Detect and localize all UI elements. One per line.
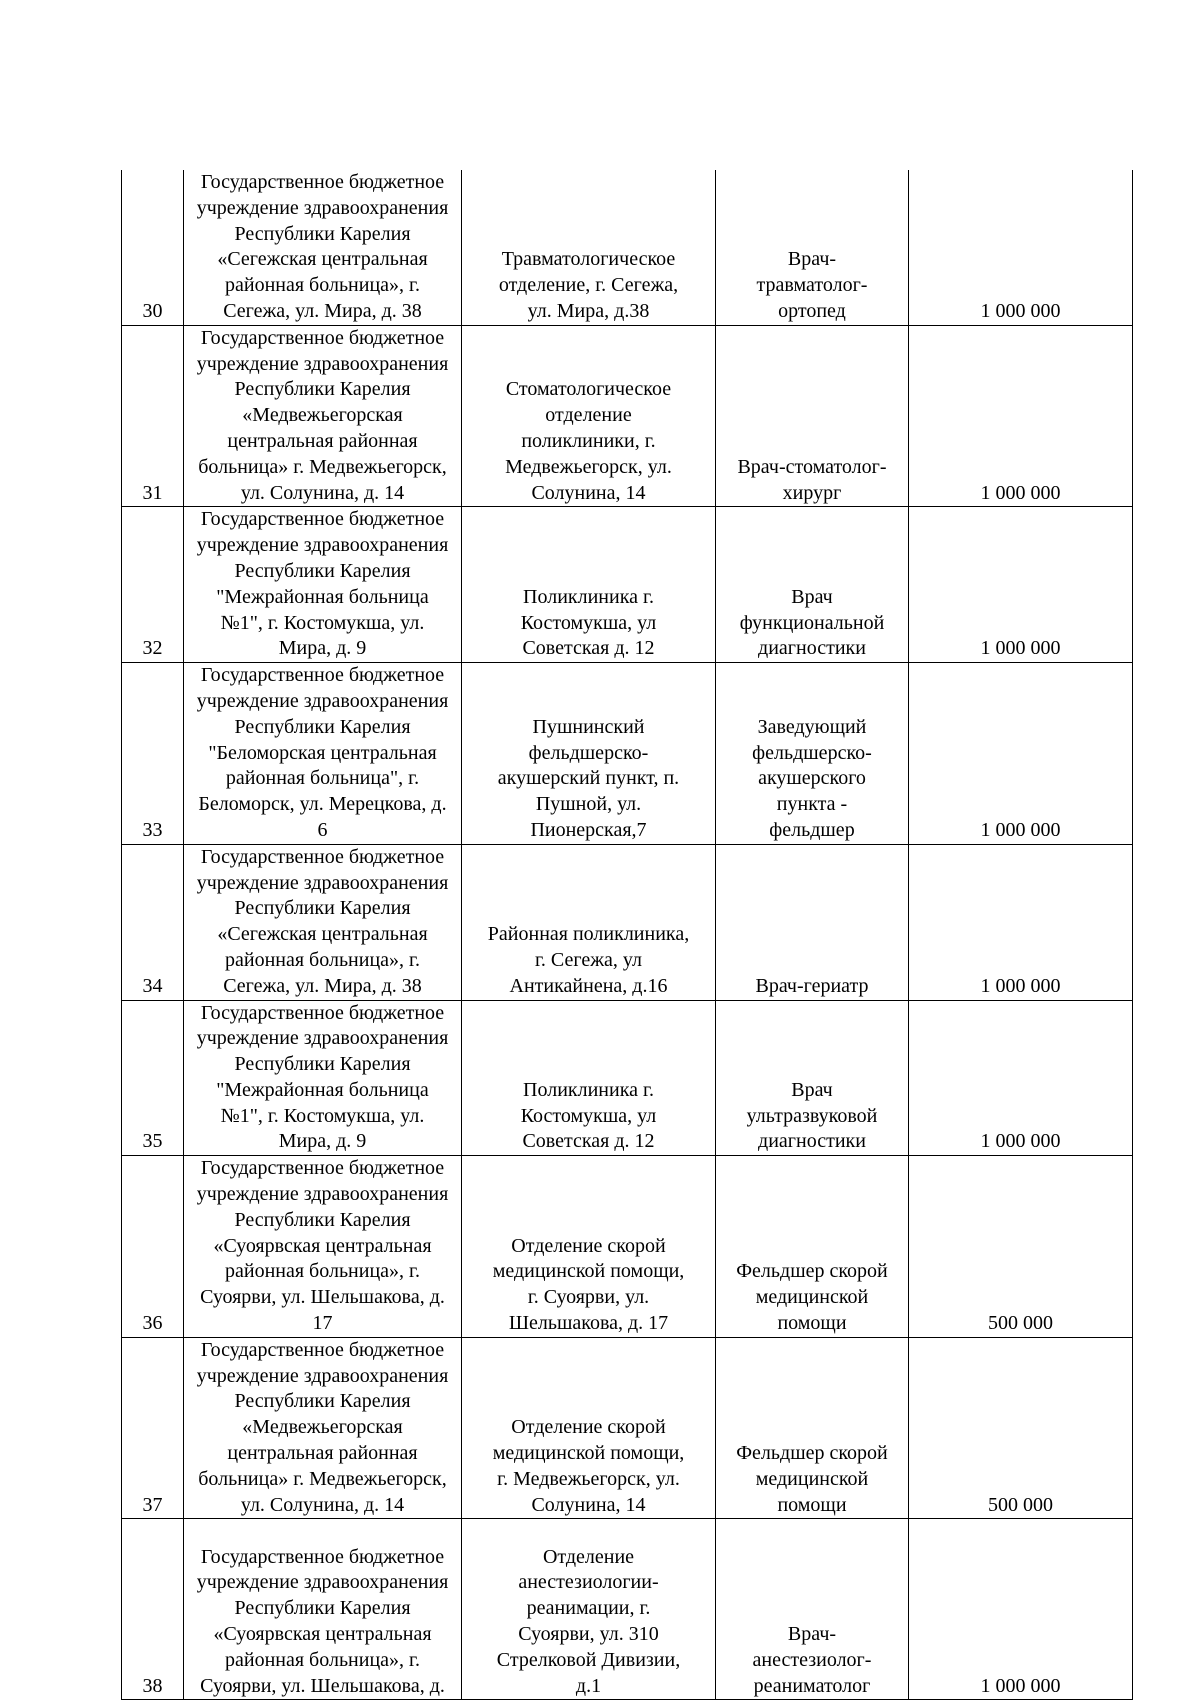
- row-number-cell: [122, 1337, 184, 1519]
- organization-line: №1", г. Костомукша, ул.: [220, 1104, 425, 1127]
- department-line: отделение, г. Сегежа,: [498, 274, 679, 297]
- department-line: фельдшерско-: [528, 741, 649, 764]
- position-line: помощи: [777, 1493, 847, 1516]
- row-number-cell: [122, 1000, 184, 1156]
- department-line: анестезиологии-: [518, 1571, 659, 1594]
- department-cell: [462, 1519, 716, 1700]
- department-cell: [462, 507, 716, 663]
- row-number: 31: [142, 481, 163, 504]
- position-line: ультразвуковой: [746, 1104, 878, 1127]
- row-number-cell: [122, 170, 184, 325]
- table-row: [122, 1156, 1133, 1338]
- table-row: [122, 325, 1133, 507]
- position-line: Врач-: [787, 248, 837, 271]
- position-line: медицинской: [755, 1286, 869, 1309]
- amount-cell: [909, 1337, 1133, 1519]
- organization-cell: [184, 1000, 462, 1156]
- amount-cell: [909, 1000, 1133, 1156]
- organization-line: «Медвежьегорская: [242, 404, 403, 427]
- department-line: Отделение скорой: [511, 1416, 666, 1439]
- department-cell: [462, 1156, 716, 1338]
- position-line: хирург: [782, 481, 842, 504]
- organization-line: Республики Карелия: [234, 715, 411, 738]
- position-line: Врач-: [787, 1623, 837, 1646]
- vacancy-table: [121, 170, 1133, 1700]
- department-line: Костомукша, ул: [520, 1104, 657, 1127]
- organization-line: Государственное бюджетное: [200, 1545, 445, 1568]
- amount-value: 1 000 000: [980, 1130, 1061, 1153]
- table-row: [122, 1337, 1133, 1519]
- row-number-cell: [122, 325, 184, 507]
- organization-line: Государственное бюджетное: [200, 664, 445, 687]
- position-cell: [716, 1519, 909, 1700]
- row-number: 34: [142, 974, 163, 997]
- department-line: г. Сегежа, ул: [534, 948, 643, 971]
- row-number: 37: [142, 1493, 163, 1516]
- organization-line: Мира, д. 9: [278, 637, 367, 660]
- table-body: [122, 170, 1133, 1700]
- organization-line: "Межрайонная больница: [216, 1078, 429, 1101]
- department-line: реанимации, г.: [526, 1597, 651, 1620]
- position-cell: [716, 1156, 909, 1338]
- amount-value: 1 000 000: [980, 299, 1061, 322]
- row-number-cell: [122, 663, 184, 845]
- organization-line: ул. Солунина, д. 14: [240, 481, 405, 504]
- position-line: Врач-гериатр: [755, 974, 869, 997]
- position-line: Врач: [791, 585, 833, 608]
- table-row: [122, 1000, 1133, 1156]
- department-line: Советская д. 12: [522, 637, 655, 660]
- organization-line: ул. Солунина, д. 14: [240, 1493, 405, 1516]
- department-line: г. Суоярви, ул.: [527, 1286, 650, 1309]
- position-line: диагностики: [758, 1130, 866, 1153]
- department-line: медицинской помощи,: [492, 1442, 685, 1465]
- organization-line: Республики Карелия: [234, 222, 411, 245]
- organization-line: Государственное бюджетное: [200, 1338, 445, 1361]
- table-row: [122, 170, 1133, 325]
- department-line: д.1: [575, 1674, 602, 1697]
- table-row: [122, 507, 1133, 663]
- department-line: г. Медвежьегорск, ул.: [497, 1467, 680, 1490]
- organization-line: центральная районная: [227, 1442, 418, 1465]
- position-line: анестезиолог-: [752, 1648, 872, 1671]
- department-line: отделение: [545, 404, 632, 427]
- position-line: реаниматолог: [753, 1674, 871, 1697]
- organization-line: Суоярви, ул. Шельшакова, д.: [200, 1674, 445, 1697]
- organization-line: районная больница», г.: [224, 948, 420, 971]
- position-cell: [716, 1000, 909, 1156]
- department-cell: [462, 170, 716, 325]
- amount-value: 1 000 000: [980, 818, 1061, 841]
- organization-line: районная больница", г.: [225, 767, 420, 790]
- organization-line: «Суоярвская центральная: [213, 1623, 432, 1646]
- department-line: Травматологическое: [501, 248, 676, 271]
- organization-line: "Беломорская центральная: [208, 741, 437, 764]
- organization-line: больница» г. Медвежьегорск,: [198, 455, 447, 478]
- organization-line: Государственное бюджетное: [200, 845, 445, 868]
- table-row: [122, 1519, 1133, 1700]
- organization-line: учреждение здравоохранения: [196, 1183, 449, 1206]
- organization-cell: [184, 1156, 462, 1338]
- organization-line: Республики Карелия: [234, 378, 411, 401]
- department-line: акушерский пункт, п.: [497, 767, 680, 790]
- organization-line: 17: [312, 1312, 333, 1335]
- position-cell: [716, 663, 909, 845]
- department-line: медицинской помощи,: [492, 1260, 685, 1283]
- position-cell: [716, 507, 909, 663]
- position-cell: [716, 170, 909, 325]
- organization-line: Республики Карелия: [234, 1390, 411, 1413]
- organization-cell: [184, 1337, 462, 1519]
- row-number: 38: [142, 1674, 163, 1697]
- organization-line: Республики Карелия: [234, 1208, 411, 1231]
- department-line: поликлиники, г.: [521, 429, 656, 452]
- department-cell: [462, 844, 716, 1000]
- organization-line: учреждение здравоохранения: [196, 871, 449, 894]
- department-line: Пушной, ул.: [535, 793, 642, 816]
- department-line: Поликлиника г.: [523, 1078, 654, 1101]
- organization-line: «Сегежская центральная: [217, 923, 428, 946]
- organization-line: центральная районная: [227, 429, 418, 452]
- organization-line: Республики Карелия: [234, 1597, 411, 1620]
- department-cell: [462, 325, 716, 507]
- amount-value: 500 000: [988, 1312, 1053, 1335]
- amount-value: 1 000 000: [980, 1674, 1061, 1697]
- amount-cell: [909, 663, 1133, 845]
- amount-cell: [909, 1156, 1133, 1338]
- row-number: 35: [142, 1130, 163, 1153]
- organization-line: «Сегежская центральная: [217, 248, 428, 271]
- organization-line: районная больница», г.: [224, 274, 420, 297]
- organization-line: №1", г. Костомукша, ул.: [220, 611, 425, 634]
- organization-line: больница» г. Медвежьегорск,: [198, 1467, 447, 1490]
- organization-line: Республики Карелия: [234, 1053, 411, 1076]
- position-line: помощи: [777, 1312, 847, 1335]
- organization-cell: [184, 663, 462, 845]
- organization-line: Государственное бюджетное: [200, 508, 445, 531]
- organization-line: «Медвежьегорская: [242, 1416, 403, 1439]
- organization-line: Сегежа, ул. Мира, д. 38: [223, 299, 422, 322]
- position-line: Заведующий: [757, 715, 867, 738]
- department-line: Районная поликлиника,: [487, 923, 690, 946]
- position-line: Фельдшер скорой: [736, 1260, 888, 1283]
- organization-line: Суоярви, ул. Шельшакова, д.: [200, 1286, 445, 1309]
- amount-value: 1 000 000: [980, 637, 1061, 660]
- row-number-cell: [122, 1519, 184, 1700]
- department-cell: [462, 1337, 716, 1519]
- position-line: Фельдшер скорой: [736, 1442, 888, 1465]
- amount-cell: [909, 844, 1133, 1000]
- department-cell: [462, 663, 716, 845]
- position-cell: [716, 1337, 909, 1519]
- organization-line: 6: [317, 818, 328, 841]
- department-line: Стрелковой Дивизии,: [496, 1648, 681, 1671]
- department-line: Солунина, 14: [531, 1493, 646, 1516]
- organization-cell: [184, 170, 462, 325]
- department-line: Суоярви, ул. 310: [518, 1623, 659, 1646]
- organization-line: учреждение здравоохранения: [196, 1364, 449, 1387]
- organization-cell: [184, 1519, 462, 1700]
- organization-line: Беломорск, ул. Мерецкова, д.: [198, 793, 447, 816]
- department-line: Пионерская,7: [530, 818, 647, 841]
- organization-line: «Суоярвская центральная: [213, 1234, 432, 1257]
- organization-line: учреждение здравоохранения: [196, 1571, 449, 1594]
- table-row: [122, 844, 1133, 1000]
- row-number: 36: [142, 1312, 163, 1335]
- amount-cell: [909, 170, 1133, 325]
- department-line: Поликлиника г.: [523, 585, 654, 608]
- position-line: Врач-стоматолог-: [737, 455, 887, 478]
- position-line: медицинской: [755, 1467, 869, 1490]
- department-cell: [462, 1000, 716, 1156]
- position-line: акушерского: [758, 767, 866, 790]
- organization-line: Государственное бюджетное: [200, 326, 445, 349]
- organization-line: учреждение здравоохранения: [196, 534, 449, 557]
- organization-line: учреждение здравоохранения: [196, 196, 449, 219]
- position-line: Врач: [791, 1078, 833, 1101]
- amount-value: 1 000 000: [980, 481, 1061, 504]
- department-line: Шельшакова, д. 17: [508, 1312, 669, 1335]
- position-line: диагностики: [758, 637, 866, 660]
- organization-line: районная больница», г.: [224, 1648, 420, 1671]
- department-line: Отделение: [542, 1545, 635, 1568]
- organization-line: Республики Карелия: [234, 897, 411, 920]
- department-line: Костомукша, ул: [520, 611, 657, 634]
- organization-line: Республики Карелия: [234, 559, 411, 582]
- organization-line: Государственное бюджетное: [200, 1157, 445, 1180]
- organization-line: Государственное бюджетное: [200, 171, 445, 193]
- department-line: ул. Мира, д.38: [527, 299, 650, 322]
- amount-cell: [909, 1519, 1133, 1700]
- organization-line: учреждение здравоохранения: [196, 689, 449, 712]
- organization-line: учреждение здравоохранения: [196, 1027, 449, 1050]
- amount-cell: [909, 325, 1133, 507]
- row-number: 32: [142, 637, 163, 660]
- position-line: фельдшер: [769, 818, 855, 841]
- department-line: Медвежьегорск, ул.: [505, 455, 672, 478]
- row-number-cell: [122, 1156, 184, 1338]
- department-line: Пушнинский: [532, 715, 645, 738]
- position-cell: [716, 844, 909, 1000]
- organization-line: "Межрайонная больница: [216, 585, 429, 608]
- department-line: Советская д. 12: [522, 1130, 655, 1153]
- organization-line: Сегежа, ул. Мира, д. 38: [223, 974, 422, 997]
- department-line: Отделение скорой: [511, 1234, 666, 1257]
- department-line: Солунина, 14: [531, 481, 646, 504]
- position-line: фельдшерско-: [752, 741, 872, 764]
- organization-cell: [184, 844, 462, 1000]
- amount-value: 1 000 000: [980, 974, 1061, 997]
- row-number: 33: [142, 818, 163, 841]
- table-row: [122, 663, 1133, 845]
- amount-cell: [909, 507, 1133, 663]
- organization-cell: [184, 325, 462, 507]
- organization-line: учреждение здравоохранения: [196, 352, 449, 375]
- position-line: травматолог-: [756, 274, 868, 297]
- position-line: ортопед: [778, 299, 846, 322]
- position-cell: [716, 325, 909, 507]
- row-number-cell: [122, 507, 184, 663]
- position-line: пункта -: [776, 793, 848, 816]
- department-line: Стоматологическое: [505, 378, 672, 401]
- department-line: Антикайнена, д.16: [509, 974, 668, 997]
- amount-value: 500 000: [988, 1493, 1053, 1516]
- organization-line: районная больница», г.: [224, 1260, 420, 1283]
- row-number-cell: [122, 844, 184, 1000]
- organization-cell: [184, 507, 462, 663]
- row-number: 30: [142, 299, 163, 322]
- position-line: функциональной: [739, 611, 885, 634]
- organization-line: Государственное бюджетное: [200, 1001, 445, 1024]
- organization-line: Мира, д. 9: [278, 1130, 367, 1153]
